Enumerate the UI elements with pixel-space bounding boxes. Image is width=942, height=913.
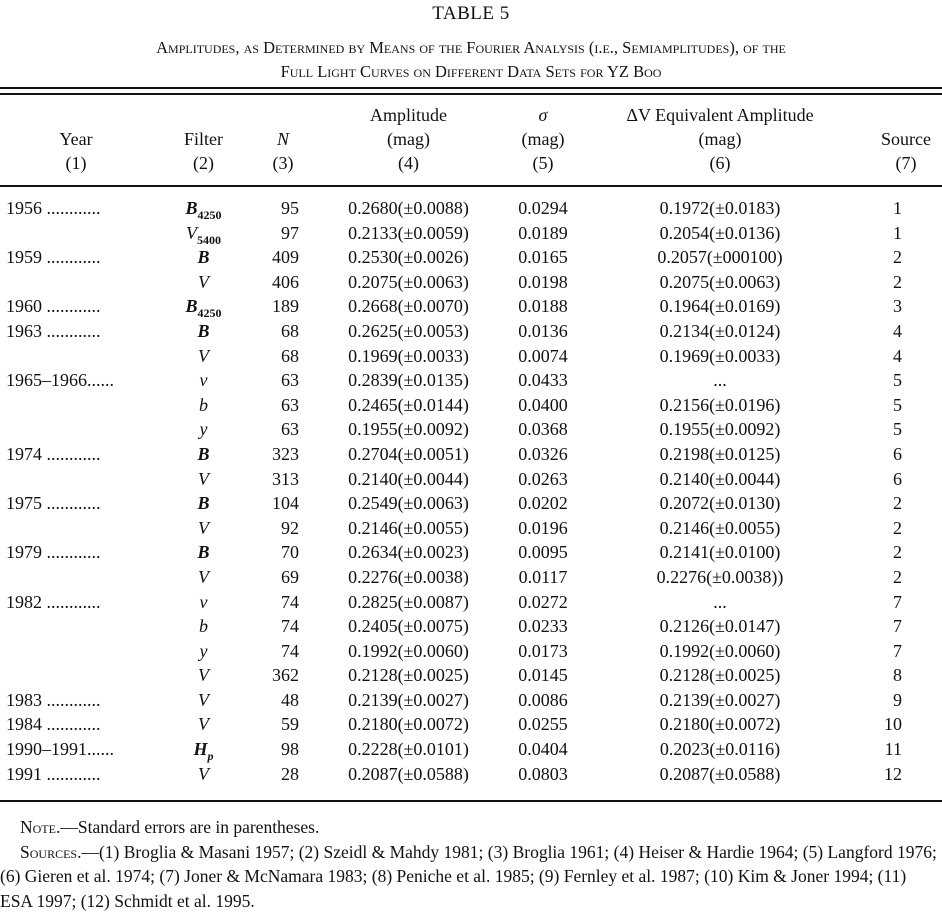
cell-sigma: 0.0189 xyxy=(503,221,583,245)
cell-source: 5 xyxy=(860,417,902,441)
cell-dv-amplitude: ... xyxy=(596,590,844,614)
header-source: Source (7) xyxy=(868,103,942,175)
cell-year: 1960 ............ xyxy=(6,294,156,318)
top-rule xyxy=(0,87,942,89)
cell-year: 1959 ............ xyxy=(6,245,156,269)
cell-dv-amplitude: 0.1964(±0.0169) xyxy=(596,294,844,318)
filter-subscript: 4250 xyxy=(198,208,222,222)
table-number: TABLE 5 xyxy=(0,3,942,25)
cell-dv-amplitude: 0.2054(±0.0136) xyxy=(596,221,844,245)
cell-source: 4 xyxy=(860,319,902,343)
cell-filter xyxy=(166,393,241,417)
cell-sigma: 0.0196 xyxy=(503,516,583,540)
cell-filter xyxy=(166,417,241,441)
cell-sigma: 0.0095 xyxy=(503,540,583,564)
cell-year: 1974 ............ xyxy=(6,442,156,466)
table-row xyxy=(0,565,942,590)
table-row xyxy=(0,590,942,615)
cell-n: 68 xyxy=(240,319,299,343)
cell-amplitude: 0.2139(±0.0027) xyxy=(326,688,491,712)
cell-amplitude: 0.2680(±0.0088) xyxy=(326,196,491,220)
cell-n: 28 xyxy=(240,762,299,786)
table-row xyxy=(0,221,942,246)
cell-source: 6 xyxy=(860,442,902,466)
cell-n: 189 xyxy=(240,294,299,318)
cell-source: 2 xyxy=(860,245,902,269)
table-row xyxy=(0,737,942,762)
filter-name: V xyxy=(198,764,209,784)
cell-source: 7 xyxy=(860,590,902,614)
table-row xyxy=(0,516,942,541)
filter-subscript: 5400 xyxy=(197,233,221,247)
filter-subscript: 4250 xyxy=(198,306,222,320)
cell-amplitude: 0.2140(±0.0044) xyxy=(326,467,491,491)
cell-sigma: 0.0136 xyxy=(503,319,583,343)
filter-name: B xyxy=(197,444,209,464)
cell-filter xyxy=(166,540,241,564)
cell-filter xyxy=(166,491,241,515)
caption-line-2: Full Light Curves on Different Data Sets for YZ Boo xyxy=(0,60,942,84)
cell-year: 1965–1966...... xyxy=(6,368,156,392)
cell-dv-amplitude: 0.2087(±0.0588) xyxy=(596,762,844,786)
header-dv-amplitude: ΔV Equivalent Amplitude (mag) (6) xyxy=(596,103,844,175)
cell-n: 63 xyxy=(240,368,299,392)
cell-amplitude: 0.1969(±0.0033) xyxy=(326,344,491,368)
cell-year: 1975 ............ xyxy=(6,491,156,515)
table-row xyxy=(0,344,942,369)
cell-n: 74 xyxy=(240,639,299,663)
cell-amplitude: 0.2180(±0.0072) xyxy=(326,712,491,736)
filter-name: b xyxy=(199,395,208,415)
cell-n: 59 xyxy=(240,712,299,736)
cell-filter xyxy=(166,663,241,687)
cell-dv-amplitude: 0.2276(±0.0038)) xyxy=(596,565,844,589)
cell-source: 5 xyxy=(860,368,902,392)
cell-filter xyxy=(166,762,241,786)
cell-filter xyxy=(166,688,241,712)
cell-sigma: 0.0803 xyxy=(503,762,583,786)
cell-year: 1984 ............ xyxy=(6,712,156,736)
filter-name: B xyxy=(197,493,209,513)
cell-amplitude: 0.2549(±0.0063) xyxy=(326,491,491,515)
cell-dv-amplitude: 0.2128(±0.0025) xyxy=(596,663,844,687)
table-row xyxy=(0,196,942,221)
cell-year: 1982 ............ xyxy=(6,590,156,614)
cell-source: 2 xyxy=(860,491,902,515)
filter-name: B xyxy=(185,198,197,218)
cell-sigma: 0.0326 xyxy=(503,442,583,466)
cell-n: 97 xyxy=(240,221,299,245)
cell-dv-amplitude: 0.2023(±0.0116) xyxy=(596,737,844,761)
filter-name: V xyxy=(198,714,209,734)
cell-dv-amplitude: 0.1972(±0.0183) xyxy=(596,196,844,220)
filter-name: V xyxy=(198,665,209,685)
cell-amplitude: 0.2087(±0.0588) xyxy=(326,762,491,786)
cell-amplitude: 0.2228(±0.0101) xyxy=(326,737,491,761)
cell-sigma: 0.0198 xyxy=(503,270,583,294)
cell-source: 11 xyxy=(860,737,902,761)
cell-n: 70 xyxy=(240,540,299,564)
cell-amplitude: 0.2075(±0.0063) xyxy=(326,270,491,294)
cell-filter xyxy=(166,344,241,368)
bottom-rule xyxy=(0,800,942,802)
cell-dv-amplitude: 0.2057(±000100) xyxy=(596,245,844,269)
cell-amplitude: 0.2530(±0.0026) xyxy=(326,245,491,269)
cell-amplitude: 0.2704(±0.0051) xyxy=(326,442,491,466)
cell-sigma: 0.0433 xyxy=(503,368,583,392)
cell-sigma: 0.0255 xyxy=(503,712,583,736)
filter-name: V xyxy=(198,690,209,710)
cell-sigma: 0.0368 xyxy=(503,417,583,441)
cell-n: 406 xyxy=(240,270,299,294)
table-row xyxy=(0,417,942,442)
cell-n: 98 xyxy=(240,737,299,761)
cell-source: 10 xyxy=(860,712,902,736)
cell-n: 95 xyxy=(240,196,299,220)
cell-amplitude: 0.2133(±0.0059) xyxy=(326,221,491,245)
cell-filter xyxy=(166,614,241,638)
filter-name: V xyxy=(198,346,209,366)
table-row xyxy=(0,762,942,787)
cell-amplitude: 0.2668(±0.0070) xyxy=(326,294,491,318)
cell-amplitude: 0.2634(±0.0023) xyxy=(326,540,491,564)
filter-name: V xyxy=(198,518,209,538)
sources: Sources.—(1) Broglia & Masani 1957; (2) Szeidl & Mahdy 1981; (3) Broglia 1961; (4) Heiser & Hardie 1964; (5) Langford 1976; (6) Gieren et al. 1974; (7) Joner & McNamara 1983; (8) Peniche et al. 1985; (9) Fernley et al. 1987; (10) Kim & Joner 1994; (11) ESA 1997; (12) Schmidt et al. 1995. xyxy=(0,840,942,913)
cell-dv-amplitude: 0.1955(±0.0092) xyxy=(596,417,844,441)
table-row xyxy=(0,294,942,319)
filter-name: V xyxy=(198,469,209,489)
cell-dv-amplitude: 0.2198(±0.0125) xyxy=(596,442,844,466)
cell-dv-amplitude: 0.2140(±0.0044) xyxy=(596,467,844,491)
cell-sigma: 0.0272 xyxy=(503,590,583,614)
header-filter: Filter (2) xyxy=(166,103,241,175)
filter-name: V xyxy=(198,272,209,292)
cell-source: 8 xyxy=(860,663,902,687)
cell-source: 2 xyxy=(860,270,902,294)
cell-amplitude: 0.2276(±0.0038) xyxy=(326,565,491,589)
cell-filter xyxy=(166,639,241,663)
cell-n: 74 xyxy=(240,590,299,614)
cell-filter xyxy=(166,712,241,736)
cell-dv-amplitude: 0.2180(±0.0072) xyxy=(596,712,844,736)
cell-dv-amplitude: 0.2139(±0.0027) xyxy=(596,688,844,712)
cell-sigma: 0.0404 xyxy=(503,737,583,761)
cell-dv-amplitude: 0.2141(±0.0100) xyxy=(596,540,844,564)
filter-name: v xyxy=(200,370,208,390)
cell-amplitude: 0.2625(±0.0053) xyxy=(326,319,491,343)
cell-year: 1956 ............ xyxy=(6,196,156,220)
cell-n: 313 xyxy=(240,467,299,491)
table-row xyxy=(0,614,942,639)
cell-source: 1 xyxy=(860,221,902,245)
cell-amplitude: 0.2146(±0.0055) xyxy=(326,516,491,540)
cell-filter xyxy=(166,516,241,540)
cell-n: 63 xyxy=(240,393,299,417)
cell-source: 9 xyxy=(860,688,902,712)
table-row xyxy=(0,688,942,713)
cell-source: 4 xyxy=(860,344,902,368)
cell-n: 74 xyxy=(240,614,299,638)
cell-amplitude: 0.2839(±0.0135) xyxy=(326,368,491,392)
cell-amplitude: 0.2128(±0.0025) xyxy=(326,663,491,687)
cell-filter xyxy=(166,590,241,614)
cell-filter xyxy=(166,319,241,343)
cell-sigma: 0.0086 xyxy=(503,688,583,712)
cell-year: 1983 ............ xyxy=(6,688,156,712)
table-row xyxy=(0,245,942,270)
cell-source: 5 xyxy=(860,393,902,417)
cell-year: 1979 ............ xyxy=(6,540,156,564)
header-rule xyxy=(0,185,942,187)
cell-n: 323 xyxy=(240,442,299,466)
cell-sigma: 0.0400 xyxy=(503,393,583,417)
table-row xyxy=(0,712,942,737)
cell-n: 69 xyxy=(240,565,299,589)
filter-name: B xyxy=(185,296,197,316)
cell-n: 92 xyxy=(240,516,299,540)
cell-source: 7 xyxy=(860,639,902,663)
filter-name: b xyxy=(199,616,208,636)
table-row xyxy=(0,319,942,344)
filter-name: V xyxy=(186,223,197,243)
filter-name: V xyxy=(198,567,209,587)
cell-year: 1991 ............ xyxy=(6,762,156,786)
cell-sigma: 0.0173 xyxy=(503,639,583,663)
cell-amplitude: 0.1992(±0.0060) xyxy=(326,639,491,663)
cell-amplitude: 0.2465(±0.0144) xyxy=(326,393,491,417)
cell-source: 12 xyxy=(860,762,902,786)
header-sigma: σ (mag) (5) xyxy=(503,103,583,175)
cell-source: 2 xyxy=(860,516,902,540)
cell-sigma: 0.0165 xyxy=(503,245,583,269)
filter-name: H xyxy=(193,739,207,759)
filter-name: y xyxy=(200,419,208,439)
cell-source: 3 xyxy=(860,294,902,318)
cell-sigma: 0.0233 xyxy=(503,614,583,638)
table-notes xyxy=(0,815,942,913)
cell-n: 68 xyxy=(240,344,299,368)
cell-sigma: 0.0145 xyxy=(503,663,583,687)
filter-name: v xyxy=(200,592,208,612)
cell-dv-amplitude: ... xyxy=(596,368,844,392)
header-amplitude: Amplitude (mag) (4) xyxy=(326,103,491,175)
table-row xyxy=(0,491,942,516)
cell-source: 1 xyxy=(860,196,902,220)
filter-name: B xyxy=(197,247,209,267)
cell-sigma: 0.0188 xyxy=(503,294,583,318)
cell-n: 409 xyxy=(240,245,299,269)
top-rule-second xyxy=(0,93,942,95)
filter-name: B xyxy=(197,321,209,341)
cell-source: 2 xyxy=(860,565,902,589)
cell-sigma: 0.0074 xyxy=(503,344,583,368)
cell-filter xyxy=(166,270,241,294)
table-row xyxy=(0,540,942,565)
filter-name: y xyxy=(200,641,208,661)
header-year: Year (1) xyxy=(26,103,126,175)
cell-filter xyxy=(166,565,241,589)
cell-source: 6 xyxy=(860,467,902,491)
cell-dv-amplitude: 0.1992(±0.0060) xyxy=(596,639,844,663)
note: Note.—Standard errors are in parentheses. xyxy=(0,815,942,840)
header-n: N (3) xyxy=(258,103,308,175)
cell-amplitude: 0.2405(±0.0075) xyxy=(326,614,491,638)
filter-name: B xyxy=(197,542,209,562)
table-row xyxy=(0,393,942,418)
table-row xyxy=(0,467,942,492)
cell-n: 362 xyxy=(240,663,299,687)
cell-filter xyxy=(166,368,241,392)
cell-amplitude: 0.2825(±0.0087) xyxy=(326,590,491,614)
table-row xyxy=(0,639,942,664)
cell-sigma: 0.0294 xyxy=(503,196,583,220)
cell-sigma: 0.0263 xyxy=(503,467,583,491)
table-caption xyxy=(0,36,942,84)
cell-n: 48 xyxy=(240,688,299,712)
table-row xyxy=(0,368,942,393)
cell-dv-amplitude: 0.2146(±0.0055) xyxy=(596,516,844,540)
cell-year: 1963 ............ xyxy=(6,319,156,343)
cell-dv-amplitude: 0.2134(±0.0124) xyxy=(596,319,844,343)
cell-sigma: 0.0117 xyxy=(503,565,583,589)
table-row xyxy=(0,270,942,295)
table-row xyxy=(0,442,942,467)
cell-amplitude: 0.1955(±0.0092) xyxy=(326,417,491,441)
cell-dv-amplitude: 0.1969(±0.0033) xyxy=(596,344,844,368)
table-row xyxy=(0,663,942,688)
cell-n: 104 xyxy=(240,491,299,515)
cell-filter xyxy=(166,467,241,491)
table-body xyxy=(0,196,942,786)
cell-dv-amplitude: 0.2156(±0.0196) xyxy=(596,393,844,417)
cell-n: 63 xyxy=(240,417,299,441)
cell-dv-amplitude: 0.2126(±0.0147) xyxy=(596,614,844,638)
cell-filter xyxy=(166,442,241,466)
cell-dv-amplitude: 0.2072(±0.0130) xyxy=(596,491,844,515)
cell-sigma: 0.0202 xyxy=(503,491,583,515)
cell-year: 1990–1991...... xyxy=(6,737,156,761)
filter-subscript: p xyxy=(208,749,214,763)
cell-source: 7 xyxy=(860,614,902,638)
caption-line-1: Amplitudes, as Determined by Means of the Fourier Analysis (i.e., Semiamplitudes), of the xyxy=(0,36,942,60)
cell-dv-amplitude: 0.2075(±0.0063) xyxy=(596,270,844,294)
cell-filter xyxy=(166,245,241,269)
cell-source: 2 xyxy=(860,540,902,564)
